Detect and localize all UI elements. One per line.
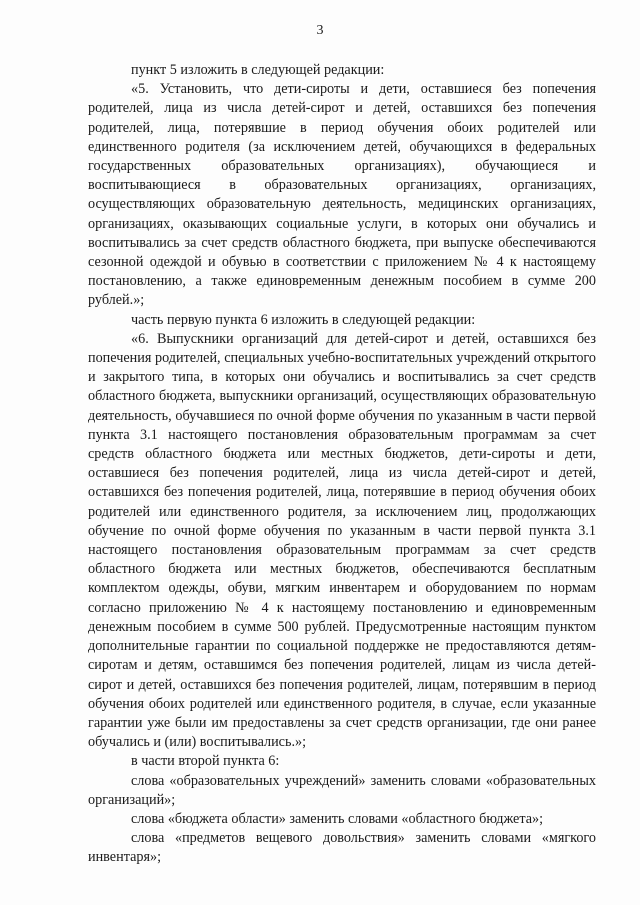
paragraph-replacement-2: слова «бюджета области» заменить словами «областного бюджета»; <box>131 810 544 827</box>
paragraph-point-5-text: «5. Установить, что дети-сироты и дети, оставшиеся без попечения родителей, лица из числа детей-сирот и детей, оставшихся без попечения родителей, лица, потерявшие в период обучения обоих родителей или единственного родителя (за исключением детей, обучающихся в федеральных государственных образовательных организациях), обучающиеся и воспитывающиеся в образовательных организациях, организациях, осуществляющих образовательную деятельность, медицинских организациях, организациях, оказывающих социальные услуги, в которых они обучались и воспитывались за счет средств областного бюджета, при выпуске обеспечиваются сезонной одеждой и обувью в соответствии с приложением № 4 к настоящему постановлению, а также единовременным денежным пособием в сумме 200 рублей.»; <box>88 81 596 309</box>
page-number: 3 <box>316 23 324 38</box>
document-body <box>88 61 596 868</box>
paragraph-replacement-1: слова «образовательных учреждений» заменить словами «образовательных организаций»; <box>88 772 596 808</box>
paragraph-instruction-point-6-part-2: в части второй пункта 6: <box>131 753 280 770</box>
paragraph-instruction-point-5: пункт 5 изложить в следующей редакции: <box>131 62 385 78</box>
paragraph-replacement-3: слова «предметов вещевого довольствия» заменить словами «мягкого инвентаря»; <box>88 830 596 866</box>
paragraph-point-6-text: «6. Выпускники организаций для детей-сирот и детей, оставшихся без попечения родителей, специальных учебно-воспитательных учреждений открытого и закрытого типа, в которых они обучались и воспитывались за счет средств областного бюджета, выпускники организаций, осуществляющих образовательную деятельность, обучавшиеся по очной форме обучения по указанным в части первой пункта 3.1 настоящего постановления образовательным программам за счет средств областного бюджета или местных бюджетов, дети-сироты и дети, оставшиеся без попечения родителей, лица из числа детей-сирот и детей, оставшихся без попечения родителей, лица, потерявшие в период обучения обоих родителей или единственного родителя, за исключением лиц, продолжающих обучение по очной форме обучения по указанным в части первой пункта 3.1 настоящего постановления образовательным программам за счет средств областного бюджета или местных бюджетов, обеспечиваются бесплатным комплектом одежды, обуви, мягким инвентарем и оборудованием по нормам согласно приложению № 4 к настоящему постановлению и единовременным денежным пособием в сумме 500 рублей. Предусмотренные настоящим пунктом дополнительные гарантии по социальной поддержке не предоставляются детям-сиротам и детям, оставшимся без попечения родителей, лицам из числа детей-сирот и детей, оставшихся без попечения родителей, лицам, потерявшим в период обучения обоих родителей или единственного родителя, в случае, если указанные гарантии уже были им предоставлены за счет средств организации, где они ранее обучались и (или) воспитывались.»; <box>88 330 596 751</box>
paragraph-instruction-point-6: часть первую пункта 6 изложить в следующей редакции: <box>131 311 476 328</box>
